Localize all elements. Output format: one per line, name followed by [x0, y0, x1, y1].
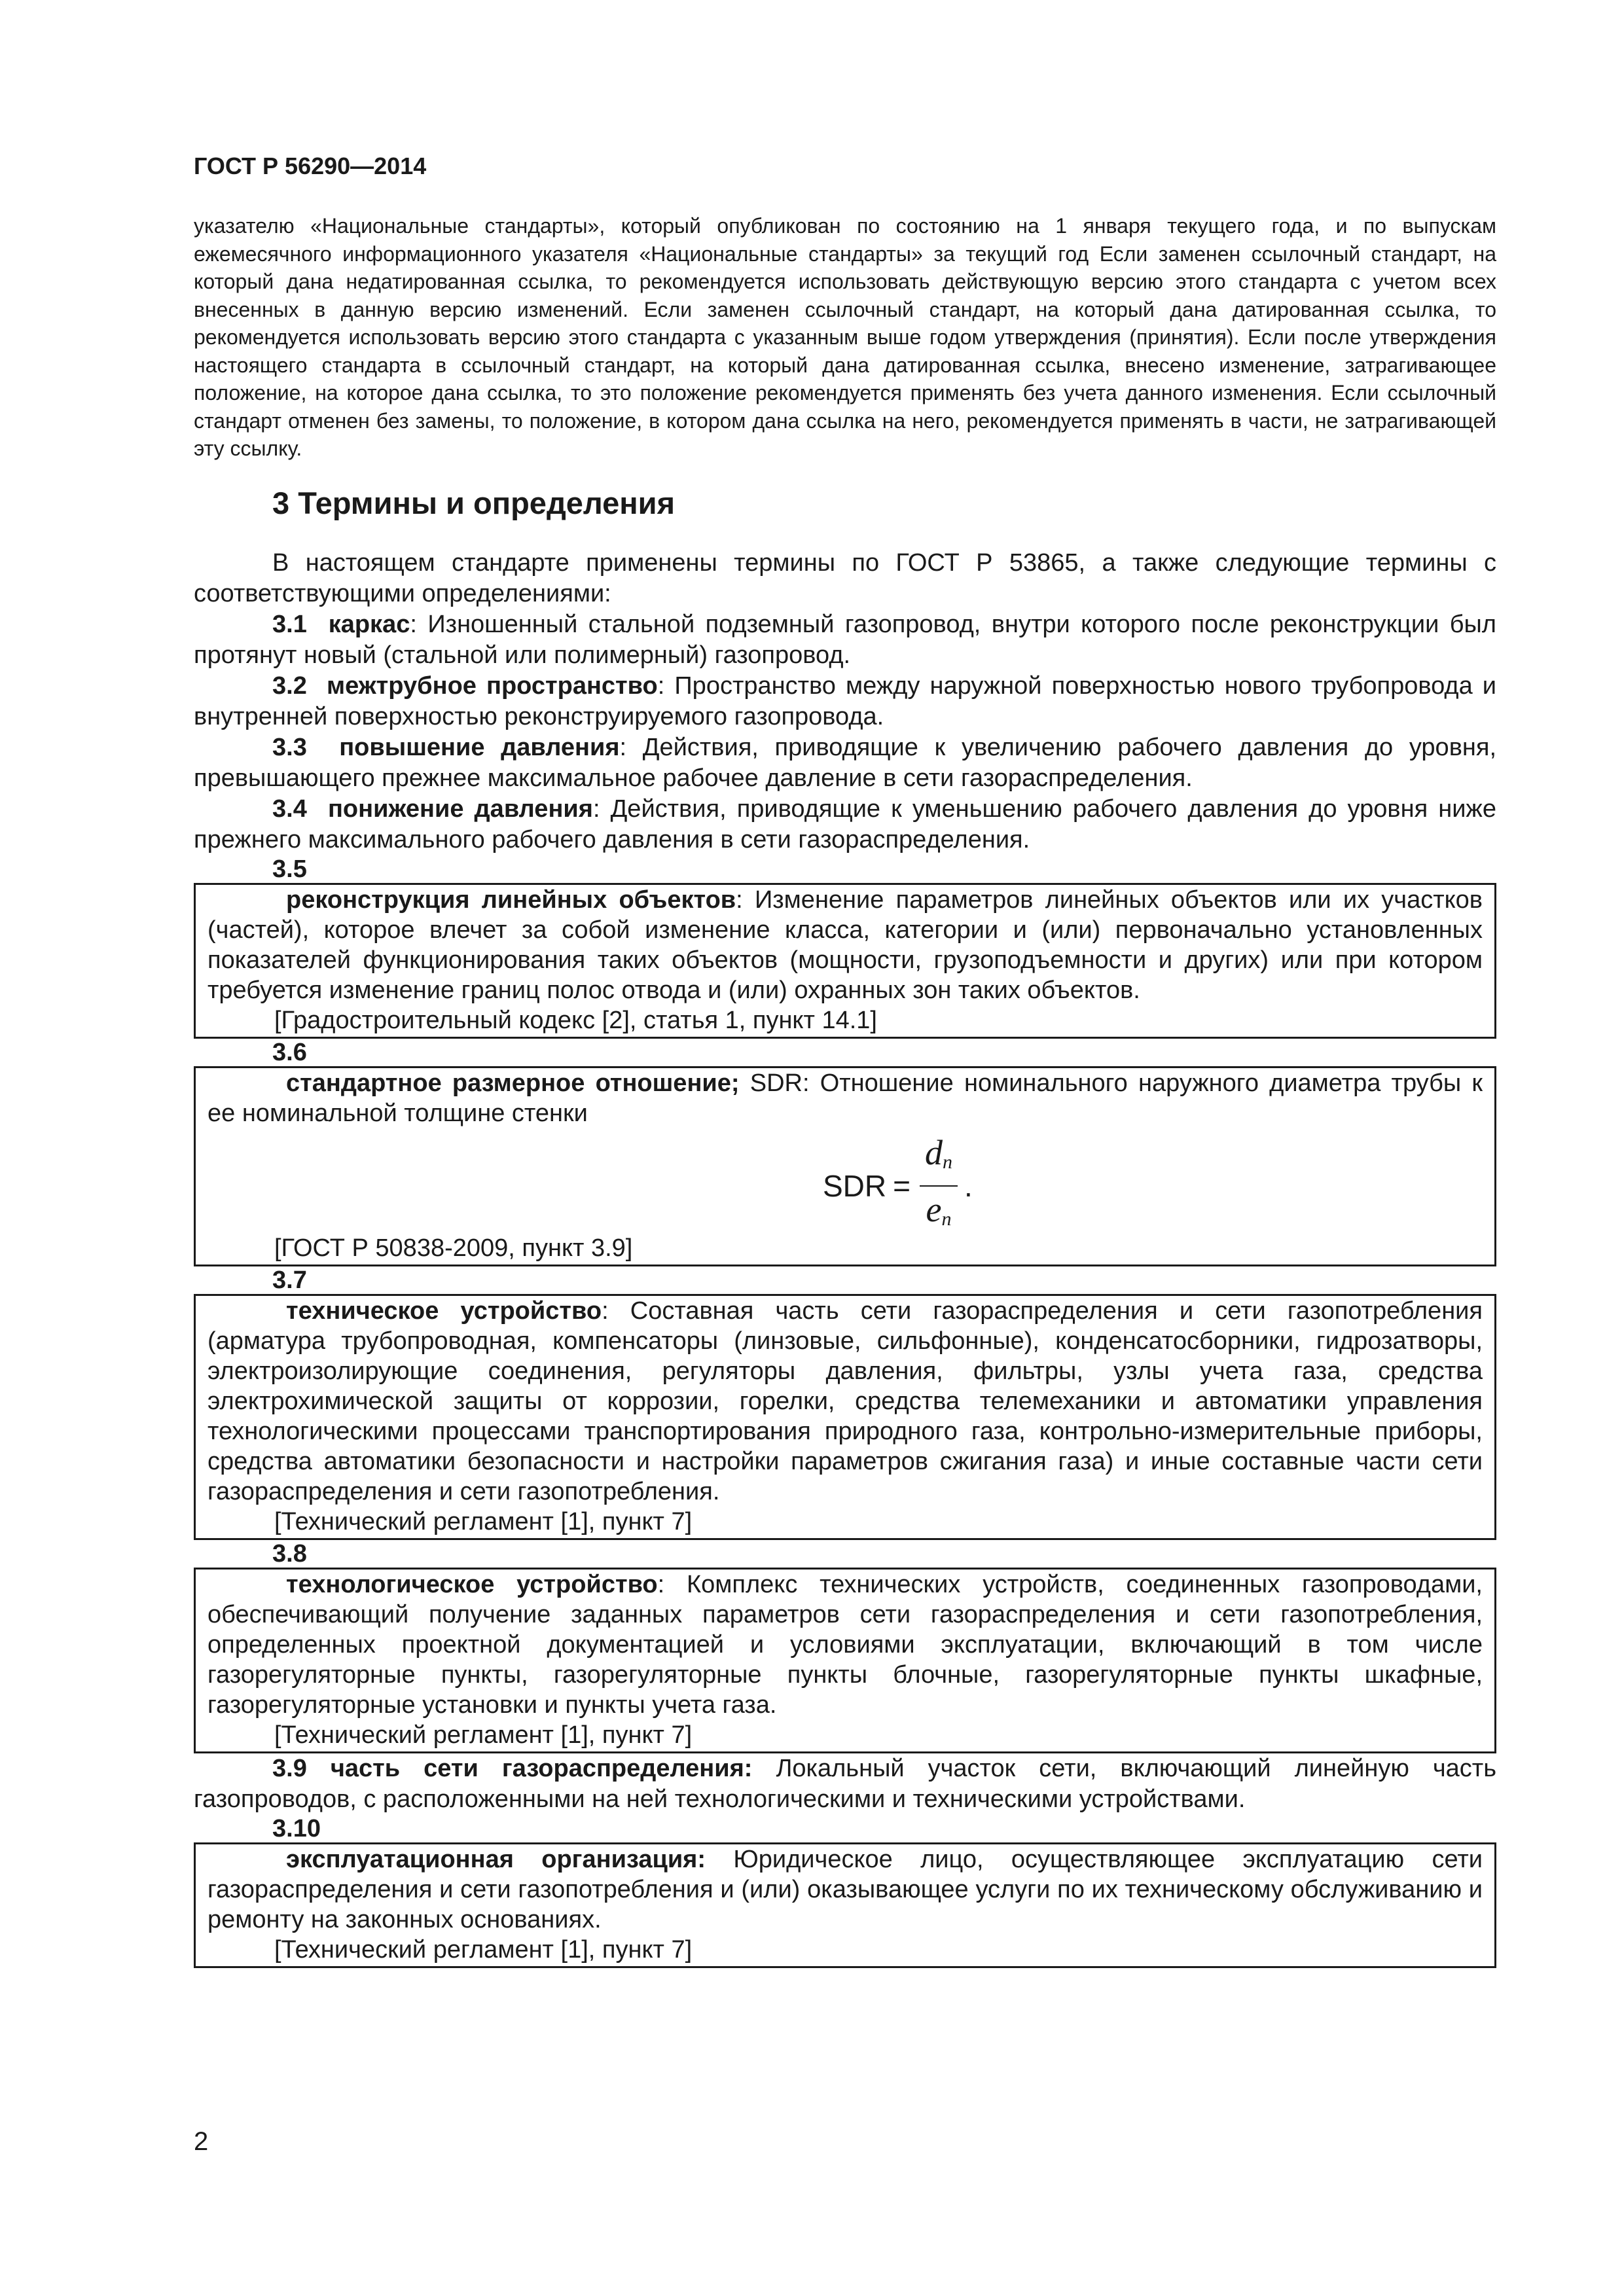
sdr-formula-row: [208, 1128, 1483, 1233]
term-3-8-def: : Комплекс технических устройств, соединенных газопроводами, обеспечивающий получение заданных параметров сети газораспределения и сети газопотребления, определенных проектной документацией и условиями эксплуатации, включающий в том числе газорегуляторные пункты, газорегуляторные пункты блочные, газорегуляторные пункты шкафные, газорегуляторные установки и пункты учета газа.: [208, 1570, 1483, 1719]
term-3-3-def: : Действия, приводящие к увеличению рабочего давления до уровня, превышающего прежнее максимальное рабочее давление в сети газораспределения.: [194, 733, 1496, 792]
term-3-7: [208, 1296, 1483, 1507]
term-3-2-def: : Пространство между наружной поверхностью нового трубопровода и внутренней поверхностью реконструируемого газопровода.: [194, 672, 1497, 730]
term-3-3-num: 3.3: [272, 733, 307, 761]
formula-fraction: [920, 1134, 958, 1238]
formula-period: .: [964, 1168, 973, 1203]
term-3-10: [208, 1844, 1483, 1935]
term-3-2-name: межтрубное пространство: [327, 672, 658, 700]
term-3-9-def: Локальный участок сети, включающий линейную часть газопроводов, с расположенными на ней технологическими и техническими устройствами.: [194, 1754, 1496, 1813]
term-3-7-box: [194, 1294, 1496, 1540]
document-header: ГОСТ Р 56290—2014: [194, 152, 427, 179]
term-3-7-num: 3.7: [272, 1266, 307, 1294]
term-3-5-box: [194, 883, 1496, 1039]
term-3-6-source: [ГОСТ Р 50838-2009, пункт 3.9]: [274, 1234, 633, 1262]
term-3-4-num: 3.4: [272, 795, 307, 823]
term-3-1: [194, 609, 1496, 671]
formula-lhs: SDR: [823, 1168, 887, 1203]
term-3-6-def: SDR: Отношение номинального наружного диаметра трубы к ее номинальной толщине стенки: [208, 1069, 1483, 1127]
term-3-3: [194, 732, 1496, 794]
term-3-10-num: 3.10: [272, 1814, 321, 1842]
term-3-8-name: технологическое устройство: [286, 1570, 658, 1598]
term-3-8-num: 3.8: [272, 1539, 307, 1568]
term-3-6-name: стандартное размерное отношение;: [286, 1069, 740, 1097]
term-3-8: [208, 1570, 1483, 1720]
term-3-1-name: каркас: [328, 610, 410, 638]
formula-num-var: d: [925, 1132, 943, 1172]
term-3-6-box: [194, 1066, 1496, 1266]
term-3-10-def: Юридическое лицо, осуществляющее эксплуатацию сети газораспределения и сети газопотребления и (или) оказывающее услуги по их техническому обслуживанию и ремонту на законных основаниях.: [208, 1845, 1483, 1933]
page-number: 2: [194, 2127, 209, 2156]
formula-numerator: [920, 1134, 958, 1187]
intro-paragraph: указателю «Национальные стандарты», который опубликован по состоянию на 1 января текущего года, и по выпускам ежемесячного информационного указателя «Национальные стандарты» за текущий год Если заменен ссылочный стандарт, на который дана недатированная ссылка, то рекомендуется использовать действующую версию этого стандарта с учетом всех внесенных в данную версию изменений. Если заменен ссылочный стандарт, на который дана датированная ссылка, то рекомендуется использовать версию этого стандарта с указанным выше годом утверждения (принятия). Если после утверждения настоящего стандарта в ссылочный стандарт, на который дана датированная ссылка, внесено изменение, затрагивающее положение, на которое дана ссылка, то это положение рекомендуется применять без учета данного изменения. Если ссылочный стандарт отменен без замены, то положение, в котором дана ссылка на него, рекомендуется применять в части, не затрагивающей эту ссылку.: [194, 214, 1496, 460]
term-3-5-num: 3.5: [272, 855, 307, 883]
term-3-8-box: [194, 1568, 1496, 1753]
term-3-10-name: эксплуатационная организация:: [286, 1845, 706, 1873]
formula-denominator: [921, 1187, 957, 1238]
term-3-9: [194, 1753, 1496, 1815]
term-3-10-box: [194, 1842, 1496, 1968]
term-3-2-num: 3.2: [272, 672, 307, 700]
term-3-4-def: : Действия, приводящие к уменьшению рабочего давления до уровня ниже прежнего максимального рабочего давления в сети газораспределения.: [194, 795, 1496, 853]
term-3-4: [194, 794, 1496, 855]
term-3-8-source: [Технический регламент [1], пункт 7]: [274, 1721, 693, 1749]
term-3-5-name: реконструкция линейных объектов: [286, 886, 736, 914]
sdr-formula: [823, 1134, 973, 1238]
formula-den-var: e: [926, 1189, 942, 1229]
term-3-7-def: : Составная часть сети газораспределения и сети газопотребления (арматура трубопроводная, компенсаторы (линзовые, сильфонные), конденсатосборники, гидрозатворы, электроизолирующие соединения, регуляторы давления, фильтры, узлы учета газа, средства электрохимической защиты от коррозии, горелки, средства телемеханики и автоматики управления технологическими процессами транспортирования природного газа, контрольно-измерительные приборы, средства автоматики безопасности и настройки параметров сжигания газа) и иные составные части сети газораспределения и сети газопотребления.: [208, 1297, 1483, 1505]
term-3-5-def: : Изменение параметров линейных объектов или их участков (частей), которое влечет за собой изменение класса, категории и (или) первоначально установленных показателей функционирования таких объектов (мощности, грузоподъемности и других) или при котором требуется изменение границ полос отвода и (или) охранных зон таких объектов.: [208, 886, 1483, 1004]
formula-num-sub: n: [943, 1151, 952, 1173]
term-3-5: [208, 885, 1483, 1005]
term-3-3-name: повышение давления: [339, 733, 620, 761]
document-page: [194, 152, 1496, 1968]
term-3-7-source: [Технический регламент [1], пункт 7]: [274, 1507, 693, 1535]
term-3-5-source: [Градостроительный кодекс [2], статья 1, пункт 14.1]: [274, 1006, 877, 1034]
term-3-9-num: 3.9: [272, 1754, 307, 1782]
term-3-10-source: [Технический регламент [1], пункт 7]: [274, 1935, 693, 1964]
term-3-6: [208, 1068, 1483, 1128]
term-3-6-num: 3.6: [272, 1038, 307, 1066]
formula-equals: =: [893, 1168, 911, 1203]
formula-den-sub: n: [941, 1208, 952, 1230]
term-3-2: [194, 671, 1496, 732]
term-3-7-name: техническое устройство: [286, 1297, 602, 1325]
section-lead: В настоящем стандарте применены термины по ГОСТ Р 53865, а также следующие термины с соответствующими определениями:: [194, 548, 1496, 607]
term-3-4-name: понижение давления: [327, 795, 593, 823]
section-title: 3 Термины и определения: [272, 485, 675, 520]
term-3-1-num: 3.1: [272, 610, 307, 638]
term-3-1-def: : Изношенный стальной подземный газопровод, внутри которого после реконструкции был протянут новый (стальной или полимерный) газопровод.: [194, 610, 1496, 669]
term-3-9-name: часть сети газораспределения:: [330, 1754, 753, 1782]
